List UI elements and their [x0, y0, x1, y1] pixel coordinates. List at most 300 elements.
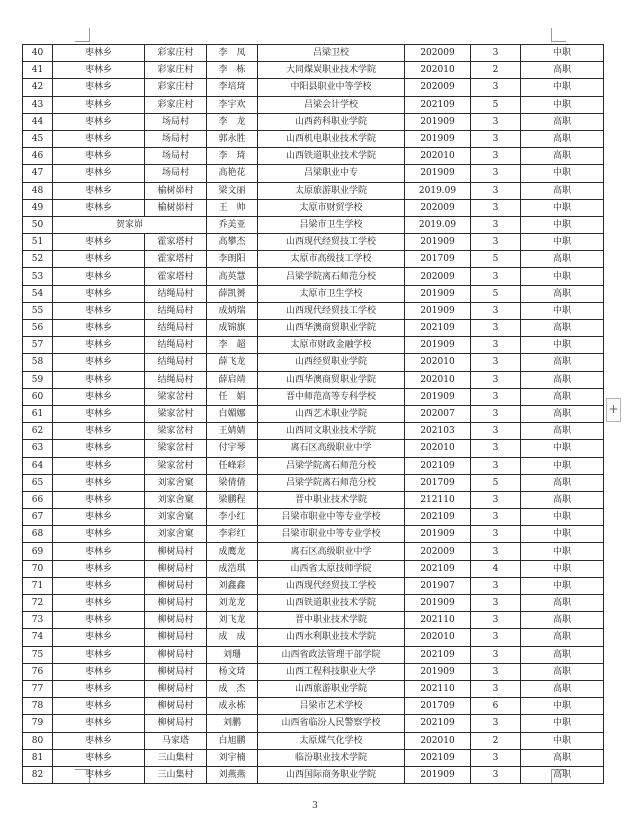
village-cell: 三山集村	[145, 749, 207, 766]
school-cell: 山西机电职业技术学院	[258, 130, 405, 147]
row-number-cell: 53	[23, 268, 53, 285]
township-cell: 枣林乡	[53, 629, 145, 646]
table-row	[23, 577, 604, 594]
student-name-cell: 薛飞龙	[207, 354, 258, 371]
village-cell: 梁家岔村	[145, 440, 207, 457]
row-number-cell: 54	[23, 285, 53, 302]
student-name-cell: 付宇琴	[207, 440, 258, 457]
table-row	[23, 732, 604, 749]
table-row	[23, 113, 604, 130]
duration-cell: 5	[471, 285, 521, 302]
row-number-cell: 48	[23, 182, 53, 199]
row-number-cell: 79	[23, 715, 53, 732]
duration-cell: 3	[471, 457, 521, 474]
township-cell: 枣林乡	[53, 732, 145, 749]
township-cell: 枣林乡	[53, 680, 145, 697]
duration-cell: 5	[471, 96, 521, 113]
row-number-cell: 47	[23, 165, 53, 182]
table-row	[23, 79, 604, 96]
enrollment-date-cell: 201909	[405, 595, 471, 612]
row-number-cell: 73	[23, 612, 53, 629]
table-row	[23, 251, 604, 268]
level-cell: 高职	[521, 62, 604, 79]
school-cell: 太原市高级技工学校	[258, 251, 405, 268]
village-cell: 彩家庄村	[145, 96, 207, 113]
village-cell: 结绳局村	[145, 320, 207, 337]
level-cell: 高职	[521, 612, 604, 629]
duration-cell: 2	[471, 62, 521, 79]
level-cell: 高职	[521, 663, 604, 680]
school-cell: 太原煤气化学校	[258, 732, 405, 749]
village-cell: 结绳局村	[145, 285, 207, 302]
table-row	[23, 148, 604, 165]
table-row	[23, 216, 604, 233]
enrollment-date-cell: 202007	[405, 405, 471, 422]
duration-cell: 3	[471, 646, 521, 663]
duration-cell: 3	[471, 165, 521, 182]
duration-cell: 3	[471, 680, 521, 697]
village-cell: 贺家峁	[53, 216, 207, 233]
row-number-cell: 66	[23, 491, 53, 508]
level-cell: 高职	[521, 749, 604, 766]
enrollment-date-cell: 201909	[405, 526, 471, 543]
school-cell: 吕梁市职业中等专业学校	[258, 509, 405, 526]
duration-cell: 5	[471, 474, 521, 491]
township-cell: 枣林乡	[53, 526, 145, 543]
student-name-cell: 成锦旗	[207, 320, 258, 337]
enrollment-date-cell: 201909	[405, 663, 471, 680]
school-cell: 吕梁卫校	[258, 45, 405, 62]
row-number-cell: 74	[23, 629, 53, 646]
row-number-cell: 67	[23, 509, 53, 526]
township-cell: 枣林乡	[53, 165, 145, 182]
row-number-cell: 58	[23, 354, 53, 371]
village-cell: 梁家岔村	[145, 405, 207, 422]
table-row	[23, 457, 604, 474]
township-cell: 枣林乡	[53, 337, 145, 354]
school-cell: 山西艺术职业学院	[258, 405, 405, 422]
duration-cell: 2	[471, 732, 521, 749]
crop-mark	[551, 28, 552, 42]
enrollment-date-cell: 201909	[405, 388, 471, 405]
village-cell: 结绳局村	[145, 337, 207, 354]
duration-cell: 3	[471, 199, 521, 216]
school-cell: 晋中职业技术学院	[258, 491, 405, 508]
school-cell: 离石区高级职业中学	[258, 440, 405, 457]
village-cell: 刘家舍窠	[145, 474, 207, 491]
row-number-cell: 62	[23, 423, 53, 440]
table-row	[23, 715, 604, 732]
table-row	[23, 165, 604, 182]
row-number-cell: 45	[23, 130, 53, 147]
village-cell: 柳树局村	[145, 629, 207, 646]
village-cell: 结绳局村	[145, 371, 207, 388]
student-name-cell: 成 成	[207, 629, 258, 646]
township-cell: 枣林乡	[53, 148, 145, 165]
school-cell: 太原旅游职业学院	[258, 182, 405, 199]
enrollment-date-cell: 201909	[405, 766, 471, 783]
student-name-cell: 刘鑫鑫	[207, 577, 258, 594]
village-cell: 梁家岔村	[145, 388, 207, 405]
school-cell: 山西华澳商贸职业学院	[258, 371, 405, 388]
township-cell: 枣林乡	[53, 543, 145, 560]
village-cell: 柳树局村	[145, 560, 207, 577]
student-name-cell: 王婧婧	[207, 423, 258, 440]
enrollment-date-cell: 202109	[405, 320, 471, 337]
table-row	[23, 96, 604, 113]
table-row	[23, 646, 604, 663]
enrollment-date-cell: 201709	[405, 474, 471, 491]
village-cell: 刘家舍窠	[145, 509, 207, 526]
table-row	[23, 629, 604, 646]
level-cell: 中职	[521, 440, 604, 457]
student-name-cell: 李 凤	[207, 45, 258, 62]
township-cell: 枣林乡	[53, 423, 145, 440]
school-cell: 山西同文职业技术学院	[258, 423, 405, 440]
table-row	[23, 423, 604, 440]
enrollment-date-cell: 202010	[405, 62, 471, 79]
table-row	[23, 766, 604, 783]
student-name-cell: 成 杰	[207, 680, 258, 697]
row-number-cell: 41	[23, 62, 53, 79]
school-cell: 山西旅游职业学院	[258, 680, 405, 697]
school-cell: 吕梁市职业中等专业学校	[258, 526, 405, 543]
row-number-cell: 52	[23, 251, 53, 268]
enrollment-date-cell: 2019.09	[405, 216, 471, 233]
level-cell: 中职	[521, 199, 604, 216]
enrollment-date-cell: 201909	[405, 130, 471, 147]
table-row	[23, 388, 604, 405]
enrollment-date-cell: 212110	[405, 491, 471, 508]
enrollment-date-cell: 202010	[405, 629, 471, 646]
level-cell: 高职	[521, 285, 604, 302]
duration-cell: 3	[471, 45, 521, 62]
township-cell: 枣林乡	[53, 354, 145, 371]
school-cell: 山西省临汾人民警察学校	[258, 715, 405, 732]
school-cell: 大同煤炭职业技术学院	[258, 62, 405, 79]
duration-cell: 3	[471, 612, 521, 629]
duration-cell: 3	[471, 337, 521, 354]
row-number-cell: 82	[23, 766, 53, 783]
enrollment-date-cell: 202009	[405, 199, 471, 216]
row-number-cell: 61	[23, 405, 53, 422]
level-cell: 中职	[521, 234, 604, 251]
township-cell: 枣林乡	[53, 302, 145, 319]
student-name-cell: 李宇欢	[207, 96, 258, 113]
level-cell: 高职	[521, 251, 604, 268]
crop-mark	[75, 41, 90, 42]
student-name-cell: 李小红	[207, 509, 258, 526]
level-cell: 中职	[521, 509, 604, 526]
school-cell: 太原市财贸学校	[258, 199, 405, 216]
enrollment-date-cell: 201909	[405, 234, 471, 251]
student-name-cell: 郭永胜	[207, 130, 258, 147]
school-cell: 吕梁学院离石师范分校	[258, 457, 405, 474]
duration-cell: 3	[471, 320, 521, 337]
village-cell: 柳树局村	[145, 577, 207, 594]
student-name-cell: 李 栋	[207, 62, 258, 79]
row-number-cell: 69	[23, 543, 53, 560]
level-cell: 高职	[521, 320, 604, 337]
duration-cell: 3	[471, 491, 521, 508]
enrollment-date-cell: 201909	[405, 113, 471, 130]
duration-cell: 3	[471, 388, 521, 405]
village-cell: 柳树局村	[145, 715, 207, 732]
school-cell: 山西铁道职业技术学院	[258, 148, 405, 165]
level-cell: 高职	[521, 629, 604, 646]
enrollment-date-cell: 202109	[405, 96, 471, 113]
page-number: 3	[312, 801, 318, 811]
level-cell: 中职	[521, 715, 604, 732]
enrollment-date-cell: 201909	[405, 337, 471, 354]
level-cell: 高职	[521, 766, 604, 783]
level-cell: 中职	[521, 337, 604, 354]
school-cell: 吕梁学院离石师范分校	[258, 474, 405, 491]
enrollment-date-cell: 202103	[405, 423, 471, 440]
table-row	[23, 543, 604, 560]
table-row	[23, 749, 604, 766]
table-row	[23, 354, 604, 371]
village-cell: 榆树峁村	[145, 182, 207, 199]
enrollment-date-cell: 202109	[405, 457, 471, 474]
village-cell: 刘家舍窠	[145, 491, 207, 508]
row-number-cell: 43	[23, 96, 53, 113]
row-number-cell: 76	[23, 663, 53, 680]
village-cell: 结绳局村	[145, 354, 207, 371]
enrollment-date-cell: 202110	[405, 680, 471, 697]
enrollment-date-cell: 202009	[405, 45, 471, 62]
student-name-cell: 刘燕燕	[207, 766, 258, 783]
table-row	[23, 130, 604, 147]
township-cell: 枣林乡	[53, 62, 145, 79]
duration-cell: 3	[471, 79, 521, 96]
table-row	[23, 234, 604, 251]
row-number-cell: 64	[23, 457, 53, 474]
student-name-cell: 刘飞龙	[207, 612, 258, 629]
school-cell: 山西现代经贸技工学校	[258, 577, 405, 594]
enrollment-date-cell: 202010	[405, 732, 471, 749]
table-row	[23, 560, 604, 577]
row-number-cell: 49	[23, 199, 53, 216]
row-number-cell: 71	[23, 577, 53, 594]
row-number-cell: 44	[23, 113, 53, 130]
duration-cell: 3	[471, 130, 521, 147]
duration-cell: 3	[471, 113, 521, 130]
level-cell: 高职	[521, 595, 604, 612]
township-cell: 枣林乡	[53, 199, 145, 216]
level-cell: 中职	[521, 457, 604, 474]
village-cell: 柳树局村	[145, 612, 207, 629]
level-cell: 中职	[521, 216, 604, 233]
table-row	[23, 595, 604, 612]
duration-cell: 3	[471, 629, 521, 646]
row-number-cell: 60	[23, 388, 53, 405]
school-cell: 山西现代经贸技工学校	[258, 234, 405, 251]
village-cell: 梁家岔村	[145, 423, 207, 440]
township-cell: 枣林乡	[53, 182, 145, 199]
enrollment-date-cell: 202109	[405, 715, 471, 732]
village-cell: 场局村	[145, 130, 207, 147]
school-cell: 山西华澳商贸职业学院	[258, 320, 405, 337]
level-cell: 高职	[521, 405, 604, 422]
level-cell: 中职	[521, 526, 604, 543]
student-name-cell: 成浩琪	[207, 560, 258, 577]
student-name-cell: 高艳花	[207, 165, 258, 182]
school-cell: 离石区高级职业中学	[258, 543, 405, 560]
village-cell: 柳树局村	[145, 663, 207, 680]
school-cell: 吕梁会计学校	[258, 96, 405, 113]
table-row	[23, 285, 604, 302]
level-cell: 中职	[521, 543, 604, 560]
enrollment-date-cell: 2019.09	[405, 182, 471, 199]
student-table	[22, 44, 604, 784]
level-cell: 中职	[521, 577, 604, 594]
township-cell: 枣林乡	[53, 595, 145, 612]
township-cell: 枣林乡	[53, 749, 145, 766]
row-number-cell: 42	[23, 79, 53, 96]
enrollment-date-cell: 202109	[405, 646, 471, 663]
township-cell: 枣林乡	[53, 560, 145, 577]
level-cell: 中职	[521, 560, 604, 577]
village-cell: 场局村	[145, 148, 207, 165]
township-cell: 枣林乡	[53, 268, 145, 285]
table-row	[23, 45, 604, 62]
duration-cell: 3	[471, 405, 521, 422]
row-number-cell: 68	[23, 526, 53, 543]
village-cell: 彩家庄村	[145, 45, 207, 62]
enrollment-date-cell: 202010	[405, 440, 471, 457]
table-row	[23, 199, 604, 216]
level-cell: 高职	[521, 354, 604, 371]
school-cell: 中阳县职业中等学校	[258, 79, 405, 96]
level-cell: 中职	[521, 45, 604, 62]
row-number-cell: 65	[23, 474, 53, 491]
school-cell: 山西国际商务职业学院	[258, 766, 405, 783]
duration-cell: 3	[471, 715, 521, 732]
township-cell: 枣林乡	[53, 715, 145, 732]
school-cell: 晋中师范高等专科学校	[258, 388, 405, 405]
row-number-cell: 72	[23, 595, 53, 612]
enrollment-date-cell: 202010	[405, 148, 471, 165]
school-cell: 临汾职业技术学院	[258, 749, 405, 766]
school-cell: 山西省政法管理干部学院	[258, 646, 405, 663]
level-cell: 高职	[521, 182, 604, 199]
village-cell: 彩家庄村	[145, 62, 207, 79]
school-cell: 山西铁道职业技术学院	[258, 595, 405, 612]
row-number-cell: 80	[23, 732, 53, 749]
duration-cell: 3	[471, 182, 521, 199]
duration-cell: 3	[471, 268, 521, 285]
row-number-cell: 59	[23, 371, 53, 388]
student-name-cell: 高攀杰	[207, 234, 258, 251]
township-cell: 枣林乡	[53, 96, 145, 113]
level-cell: 高职	[521, 680, 604, 697]
table-row	[23, 182, 604, 199]
school-cell: 吕梁市艺术学校	[258, 698, 405, 715]
duration-cell: 3	[471, 749, 521, 766]
student-name-cell: 李朗阳	[207, 251, 258, 268]
student-name-cell: 薛凯赟	[207, 285, 258, 302]
duration-cell: 3	[471, 148, 521, 165]
enrollment-date-cell: 201909	[405, 285, 471, 302]
level-cell: 高职	[521, 371, 604, 388]
duration-cell: 3	[471, 440, 521, 457]
township-cell: 枣林乡	[53, 371, 145, 388]
enrollment-date-cell: 202109	[405, 749, 471, 766]
township-cell: 枣林乡	[53, 79, 145, 96]
student-name-cell: 李 琦	[207, 148, 258, 165]
student-name-cell: 李彩红	[207, 526, 258, 543]
student-name-cell: 王 帅	[207, 199, 258, 216]
level-cell: 中职	[521, 268, 604, 285]
level-cell: 中职	[521, 96, 604, 113]
student-name-cell: 成永栋	[207, 698, 258, 715]
row-number-cell: 81	[23, 749, 53, 766]
township-cell: 枣林乡	[53, 646, 145, 663]
school-cell: 晋中职业技术学院	[258, 612, 405, 629]
village-cell: 梁家岔村	[145, 457, 207, 474]
level-cell: 高职	[521, 423, 604, 440]
school-cell: 山西现代经贸技工学校	[258, 302, 405, 319]
expand-button[interactable]: +	[606, 398, 621, 422]
village-cell: 马家塔	[145, 732, 207, 749]
table-row	[23, 62, 604, 79]
table-row	[23, 612, 604, 629]
student-name-cell: 梁鹏程	[207, 491, 258, 508]
duration-cell: 3	[471, 371, 521, 388]
village-cell: 柳树局村	[145, 698, 207, 715]
village-cell: 柳树局村	[145, 543, 207, 560]
duration-cell: 3	[471, 766, 521, 783]
level-cell: 中职	[521, 79, 604, 96]
student-name-cell: 乔美亚	[207, 216, 258, 233]
row-number-cell: 40	[23, 45, 53, 62]
duration-cell: 3	[471, 526, 521, 543]
level-cell: 中职	[521, 165, 604, 182]
school-cell: 吕梁职业中专	[258, 165, 405, 182]
student-name-cell: 成鹰龙	[207, 543, 258, 560]
student-name-cell: 白媚娜	[207, 405, 258, 422]
row-number-cell: 70	[23, 560, 53, 577]
row-number-cell: 63	[23, 440, 53, 457]
row-number-cell: 57	[23, 337, 53, 354]
village-cell: 柳树局村	[145, 646, 207, 663]
row-number-cell: 75	[23, 646, 53, 663]
student-name-cell: 任峰彩	[207, 457, 258, 474]
enrollment-date-cell: 201907	[405, 577, 471, 594]
enrollment-date-cell: 202109	[405, 509, 471, 526]
township-cell: 枣林乡	[53, 130, 145, 147]
student-name-cell: 梁倩倩	[207, 474, 258, 491]
row-number-cell: 46	[23, 148, 53, 165]
student-name-cell: 刘宇楠	[207, 749, 258, 766]
village-cell: 霍家塔村	[145, 234, 207, 251]
level-cell: 高职	[521, 491, 604, 508]
duration-cell: 5	[471, 251, 521, 268]
township-cell: 枣林乡	[53, 440, 145, 457]
level-cell: 高职	[521, 646, 604, 663]
township-cell: 枣林乡	[53, 577, 145, 594]
level-cell: 中职	[521, 698, 604, 715]
table-row	[23, 320, 604, 337]
crop-mark	[551, 41, 566, 42]
school-cell: 山西经贸职业学院	[258, 354, 405, 371]
school-cell: 山西药科职业学院	[258, 113, 405, 130]
level-cell: 中职	[521, 302, 604, 319]
table-row	[23, 491, 604, 508]
student-name-cell: 杨文琦	[207, 663, 258, 680]
duration-cell: 3	[471, 595, 521, 612]
